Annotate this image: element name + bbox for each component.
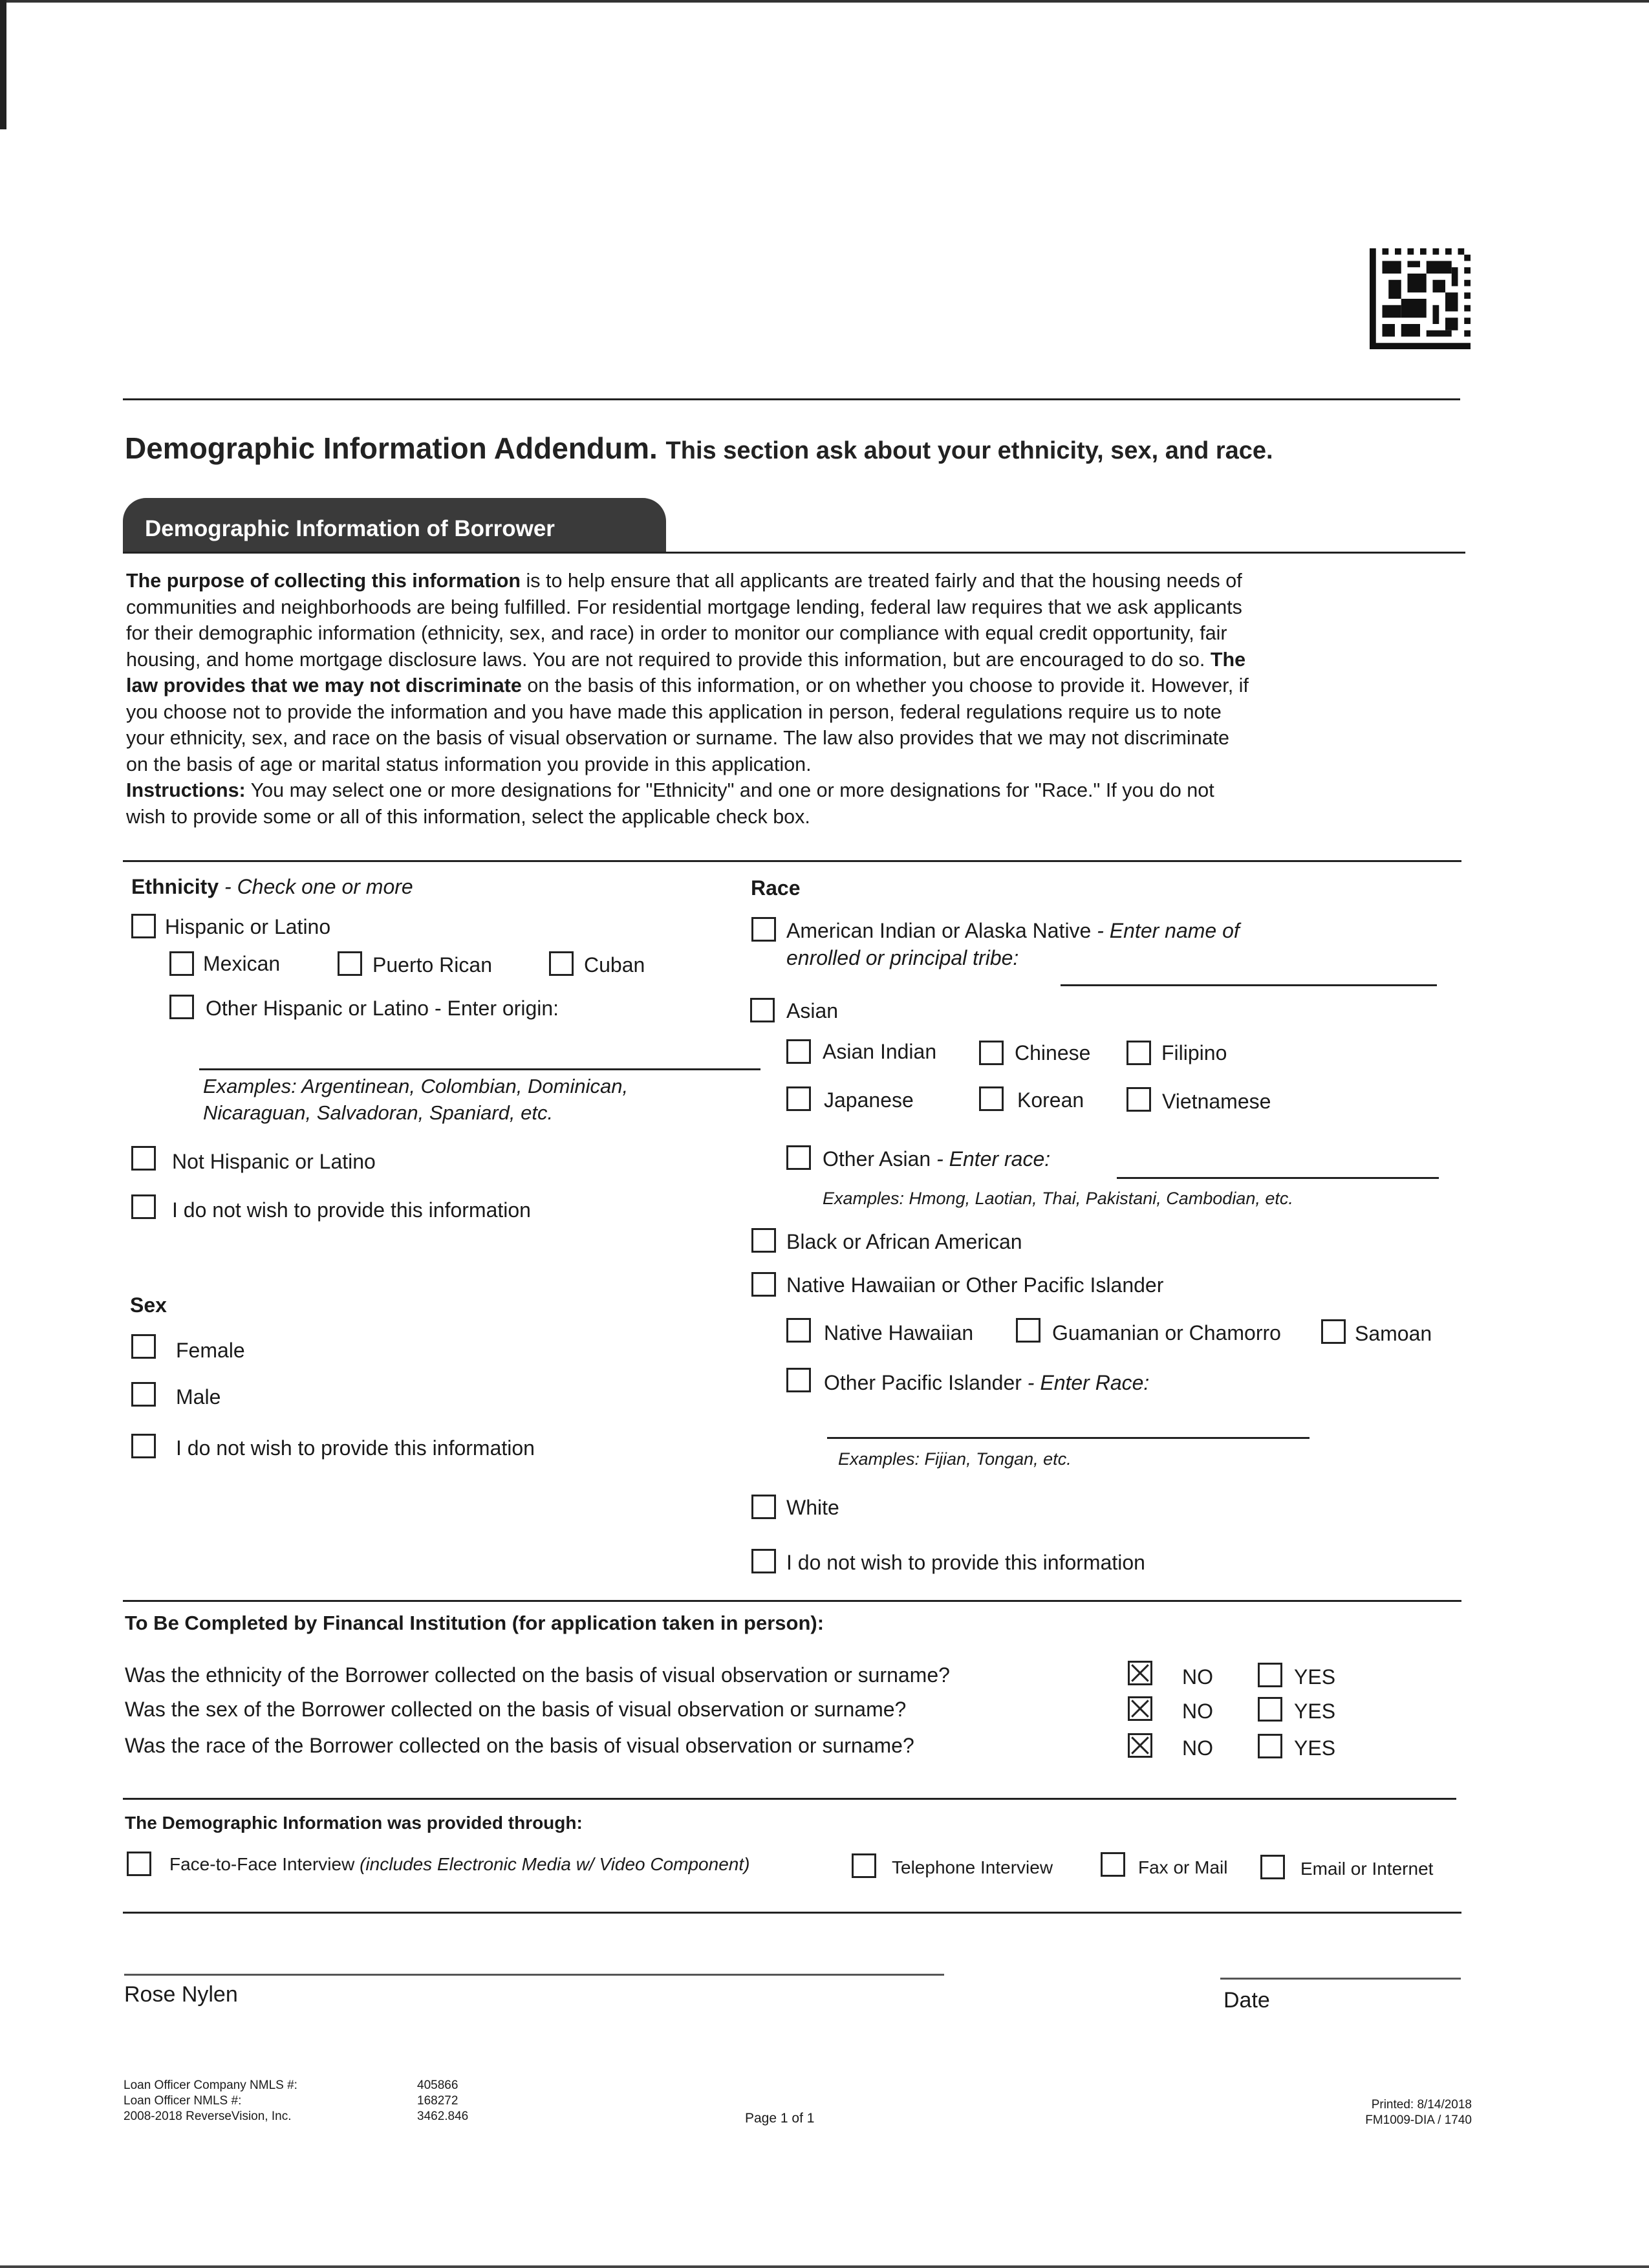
chinese-checkbox[interactable] — [979, 1041, 1004, 1065]
face-to-face-text: Face-to-Face Interview — [169, 1854, 355, 1874]
race-rule — [123, 1600, 1461, 1602]
sex-no-provide-checkbox[interactable] — [131, 1434, 156, 1458]
intro-line6: you choose not to provide the information and you have made this application in person, federal regulations require us to note — [126, 700, 1222, 723]
male-checkbox[interactable] — [131, 1382, 156, 1407]
cuban-label: Cuban — [584, 953, 645, 977]
footer-company-nmls: 405866 — [417, 2079, 458, 2092]
instructions-line2: wish to provide some or all of this information, select the applicable check box. — [126, 805, 810, 828]
other-pi-text: Other Pacific Islander — [824, 1371, 1022, 1394]
hispanic-label: Hispanic or Latino — [165, 915, 331, 938]
other-asian-text: Other Asian — [823, 1147, 931, 1171]
footer-left — [124, 2078, 297, 2124]
pi-examples: Examples: Fijian, Tongan, etc. — [838, 1449, 1072, 1469]
korean-label: Korean — [1017, 1088, 1084, 1112]
provided-through-heading: The Demographic Information was provided through: — [125, 1813, 583, 1833]
footer-printed: Printed: 8/14/2018 — [1371, 2098, 1472, 2111]
footer-version: 3462.846 — [417, 2110, 469, 2123]
asian-label: Asian — [786, 999, 839, 1022]
borrower-name: Rose Nylen — [124, 1982, 238, 2007]
filipino-label: Filipino — [1161, 1041, 1227, 1064]
footer-officer-nmls-label: Loan Officer NMLS #: — [124, 2094, 242, 2108]
intro-bold-law: law provides that we may not discriminate — [126, 675, 522, 697]
email-checkbox[interactable] — [1260, 1855, 1285, 1879]
black-label: Black or African American — [786, 1230, 1022, 1253]
asian-indian-label: Asian Indian — [823, 1040, 937, 1063]
datamatrix-barcode — [1370, 248, 1471, 349]
email-label: Email or Internet — [1300, 1859, 1434, 1879]
q-sex-no-label: NO — [1182, 1700, 1213, 1723]
other-hispanic-origin-field[interactable] — [199, 1068, 760, 1070]
ethnicity-heading — [131, 874, 413, 899]
other-pi-label — [824, 1370, 1149, 1395]
vietnamese-label: Vietnamese — [1162, 1090, 1271, 1113]
telephone-checkbox[interactable] — [852, 1853, 876, 1878]
native-hawaiian-checkbox[interactable] — [786, 1318, 811, 1343]
mexican-label: Mexican — [203, 952, 281, 975]
hispanic-examples-line1: Examples: Argentinean, Colombian, Dominican, — [203, 1075, 629, 1097]
date-label: Date — [1223, 1988, 1270, 2013]
footer-form-id: FM1009-DIA / 1740 — [1365, 2113, 1472, 2127]
page-title — [125, 430, 1273, 469]
q-ethnicity-no-label: NO — [1182, 1665, 1213, 1689]
asian-indian-checkbox[interactable] — [786, 1039, 811, 1064]
other-hispanic-checkbox[interactable] — [169, 995, 194, 1019]
ethnicity-heading-label: Ethnicity — [131, 875, 219, 898]
scan-edge-bottom — [0, 2265, 1649, 2268]
q-race-no-label: NO — [1182, 1736, 1213, 1760]
section-rule — [123, 552, 1465, 554]
native-hawaiian-pi-checkbox[interactable] — [751, 1272, 776, 1297]
title-main: Demographic Information Addendum. — [125, 431, 658, 465]
q-sex-yes-checkbox[interactable] — [1258, 1697, 1282, 1722]
intro-line2: communities and neighborhoods are being fulfilled. For residential mortgage lending, federal law requires that we ask applicants — [126, 596, 1242, 618]
sex-heading: Sex — [130, 1293, 167, 1317]
fax-mail-label: Fax or Mail — [1138, 1857, 1228, 1877]
cuban-checkbox[interactable] — [549, 951, 574, 976]
japanese-checkbox[interactable] — [786, 1086, 811, 1111]
q-sex-text: Was the sex of the Borrower collected on the basis of visual observation or surname? — [125, 1698, 907, 1721]
american-indian-hint-line2: enrolled or principal tribe: — [786, 946, 1019, 969]
q-race-no-checkbox[interactable] — [1128, 1733, 1152, 1758]
race-no-provide-label: I do not wish to provide this information — [786, 1551, 1145, 1574]
japanese-label: Japanese — [824, 1088, 914, 1112]
male-label: Male — [176, 1385, 221, 1409]
telephone-label: Telephone Interview — [892, 1857, 1053, 1877]
section-tab-label: Demographic Information of Borrower — [145, 516, 555, 541]
white-label: White — [786, 1496, 839, 1519]
intro-line4: housing, and home mortgage disclosure laws. You are not required to provide this information, but are encouraged to do so. — [126, 648, 1205, 671]
other-asian-checkbox[interactable] — [786, 1145, 811, 1170]
footer-values — [417, 2078, 468, 2124]
q-race-yes-label: YES — [1294, 1736, 1336, 1760]
hispanic-checkbox[interactable] — [131, 914, 156, 938]
samoan-label: Samoan — [1355, 1322, 1432, 1345]
intro-paragraph — [126, 568, 1342, 830]
q-ethnicity-no-checkbox[interactable] — [1128, 1661, 1152, 1685]
guamanian-checkbox[interactable] — [1016, 1318, 1040, 1343]
other-pi-checkbox[interactable] — [786, 1368, 811, 1392]
q-race-text: Was the race of the Borrower collected on the basis of visual observation or surname? — [125, 1734, 914, 1757]
q-ethnicity-yes-label: YES — [1294, 1665, 1336, 1689]
q-ethnicity-text: Was the ethnicity of the Borrower collected on the basis of visual observation or surname? — [125, 1663, 950, 1687]
institution-heading: To Be Completed by Financal Institution (for application taken in person): — [125, 1612, 824, 1634]
face-to-face-checkbox[interactable] — [127, 1852, 151, 1876]
american-indian-label — [786, 918, 1240, 943]
footer-company-nmls-label: Loan Officer Company NMLS #: — [124, 2079, 297, 2092]
ethnicity-no-provide-checkbox[interactable] — [131, 1194, 156, 1219]
other-asian-race-field[interactable] — [1117, 1177, 1439, 1179]
guamanian-label: Guamanian or Chamorro — [1052, 1321, 1281, 1345]
race-heading: Race — [751, 876, 801, 900]
female-checkbox[interactable] — [131, 1334, 156, 1359]
intro-bold-purpose: The purpose of collecting this information — [126, 570, 521, 592]
mexican-checkbox[interactable] — [169, 951, 194, 976]
puerto-rican-checkbox[interactable] — [338, 951, 362, 976]
american-indian-checkbox[interactable] — [751, 917, 776, 942]
intro-rule — [123, 860, 1461, 862]
ethnicity-heading-hint: - Check one or more — [219, 875, 413, 898]
intro-line7: your ethnicity, sex, and race on the basis of visual observation or surname. The law also provides that we may not discriminate — [126, 727, 1230, 749]
asian-examples: Examples: Hmong, Laotian, Thai, Pakistani, Cambodian, etc. — [823, 1189, 1293, 1208]
intro-line3: for their demographic information (ethnicity, sex, and race) in order to monitor our compliance with equal credit opportunity, fair — [126, 622, 1227, 644]
q-race-yes-checkbox[interactable] — [1258, 1734, 1282, 1758]
signature-line[interactable] — [124, 1974, 944, 1976]
race-no-provide-checkbox[interactable] — [751, 1549, 776, 1573]
filipino-checkbox[interactable] — [1126, 1041, 1151, 1065]
q-ethnicity-yes-checkbox[interactable] — [1258, 1663, 1282, 1687]
title-subtitle: This section ask about your ethnicity, sex, and race. — [665, 437, 1273, 464]
instructions-line1: You may select one or more designations for "Ethnicity" and one or more designations for "Race." If you do not — [245, 779, 1214, 801]
tribe-name-field[interactable] — [1061, 984, 1437, 986]
native-hawaiian-label: Native Hawaiian — [824, 1321, 974, 1345]
female-label: Female — [176, 1339, 245, 1362]
date-line[interactable] — [1220, 1978, 1461, 1980]
american-indian-text: American Indian or Alaska Native — [786, 919, 1092, 942]
other-asian-label — [823, 1147, 1050, 1171]
footer-copyright: 2008-2018 ReverseVision, Inc. — [124, 2110, 292, 2123]
asian-checkbox[interactable] — [750, 998, 775, 1022]
intro-line8: on the basis of age or marital status information you provide in this application. — [126, 753, 812, 775]
hispanic-examples-line2: Nicaraguan, Salvadoran, Spaniard, etc. — [203, 1101, 554, 1124]
scan-edge-top — [0, 0, 1649, 3]
korean-checkbox[interactable] — [979, 1086, 1004, 1111]
footer-page: Page 1 of 1 — [745, 2111, 815, 2126]
other-pi-hint: - Enter Race: — [1021, 1371, 1150, 1394]
intro-line5: on the basis of this information, or on whether you choose to provide it. However, if — [521, 675, 1249, 697]
footer-officer-nmls: 168272 — [417, 2094, 458, 2108]
intro-line1: is to help ensure that all applicants are treated fairly and that the housing needs of — [521, 570, 1242, 592]
fax-mail-checkbox[interactable] — [1101, 1852, 1125, 1877]
black-checkbox[interactable] — [751, 1228, 776, 1253]
ethnicity-no-provide-label: I do not wish to provide this information — [172, 1198, 531, 1222]
chinese-label: Chinese — [1015, 1041, 1091, 1064]
q-sex-no-checkbox[interactable] — [1128, 1696, 1152, 1721]
other-pi-race-field[interactable] — [827, 1437, 1310, 1439]
scan-edge-left — [0, 0, 6, 129]
american-indian-hint: - Enter name of — [1091, 919, 1240, 942]
samoan-checkbox[interactable] — [1321, 1319, 1346, 1344]
top-rule — [123, 398, 1460, 400]
other-hispanic-label: Other Hispanic or Latino - Enter origin: — [206, 997, 559, 1020]
face-to-face-label — [169, 1852, 749, 1877]
footer-right — [1365, 2097, 1472, 2128]
q-sex-yes-label: YES — [1294, 1700, 1336, 1723]
native-hawaiian-pi-label: Native Hawaiian or Other Pacific Islander — [786, 1273, 1164, 1297]
institution-rule — [123, 1798, 1456, 1800]
sex-no-provide-label: I do not wish to provide this information — [176, 1436, 535, 1460]
other-asian-hint: - Enter race: — [931, 1147, 1051, 1171]
not-hispanic-checkbox[interactable] — [131, 1146, 156, 1171]
face-to-face-note: (includes Electronic Media w/ Video Component) — [354, 1854, 750, 1874]
provided-rule — [123, 1912, 1461, 1914]
vietnamese-checkbox[interactable] — [1126, 1087, 1151, 1112]
intro-line4-bold: The — [1205, 648, 1246, 671]
white-checkbox[interactable] — [751, 1495, 776, 1519]
not-hispanic-label: Not Hispanic or Latino — [172, 1150, 376, 1173]
instructions-label: Instructions: — [126, 779, 246, 801]
puerto-rican-label: Puerto Rican — [372, 953, 492, 977]
